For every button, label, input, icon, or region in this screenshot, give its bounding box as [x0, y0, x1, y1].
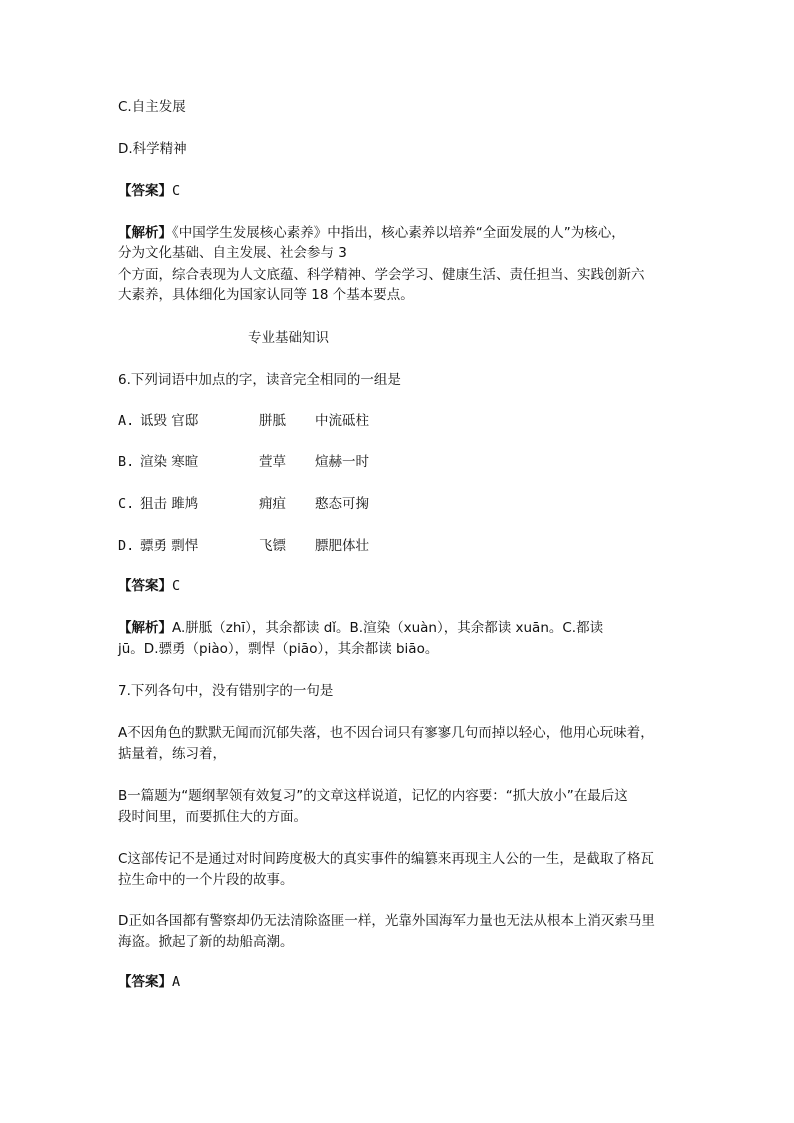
option-d: D.科学精神	[118, 141, 187, 157]
q7-stem: 7.下列各句中，没有错别字的一句是	[118, 683, 334, 699]
analysis-tag: 【解析】	[118, 225, 172, 241]
q7-option-a-line2: 掂量着，练习着，	[118, 746, 226, 762]
answer-q5	[118, 181, 180, 201]
q6-stem: 6.下列词语中加点的字，读音完全相同的一组是	[118, 372, 401, 388]
analysis-text: 《中国学生发展核心素养》中指出，核心素养以培养“全面发展的人”为核心，	[172, 225, 625, 241]
option-word-1: 骠勇 剽悍	[140, 538, 199, 554]
q7-option-b-line2: 段时间里，而要抓住大的方面。	[118, 809, 307, 825]
q7-option-d-line1: D正如各国都有警察却仍无法清除盗匪一样，光靠外国海军力量也无法从根本上消灭索马里	[118, 913, 655, 929]
answer-tag: 【答案】	[118, 578, 172, 594]
answer-q6	[118, 576, 180, 596]
option-word-2: 飞镖	[259, 538, 286, 554]
option-word-3: 憨态可掬	[315, 496, 369, 512]
analysis-q6-line1	[118, 618, 603, 638]
option-word-2: 萱草	[259, 454, 286, 470]
answer-q7	[118, 972, 180, 992]
answer-value: C	[172, 183, 181, 199]
analysis-q5-line1	[118, 223, 625, 243]
answer-tag: 【答案】	[118, 183, 172, 199]
analysis-tag: 【解析】	[118, 620, 172, 636]
q7-option-b-line1: B一篇题为“题纲挈领有效复习”的文章这样说道，记忆的内容要：“抓大放小”在最后这	[118, 788, 628, 804]
option-word-1: 诋毁 官邸	[140, 413, 199, 429]
option-word-3: 煊赫一时	[315, 454, 369, 470]
q7-option-c-line1: C这部传记不是通过对时间跨度极大的真实事件的编篡来再现主人公的一生，是截取了格瓦	[118, 851, 654, 867]
option-letter: D.	[118, 538, 135, 554]
option-word-2: 胼胝	[259, 413, 286, 429]
answer-tag: 【答案】	[118, 974, 172, 990]
option-letter: A.	[118, 413, 135, 429]
analysis-q5-line2: 分为文化基础、自主发展、社会参与 3	[118, 245, 347, 261]
option-letter: B.	[118, 454, 135, 470]
option-word-3: 膘肥体壮	[315, 538, 369, 554]
option-word-2: 痈疽	[259, 496, 286, 512]
answer-value: C	[172, 578, 181, 594]
option-word-1: 渲染 寒暄	[140, 454, 199, 470]
q7-option-d-line2: 海盗。掀起了新的劫船高潮。	[118, 934, 294, 950]
section-title: 专业基础知识	[248, 330, 329, 346]
option-word-1: 狙击 雎鸠	[140, 496, 199, 512]
option-letter: C.	[118, 496, 135, 512]
analysis-q6-line2: jū。D.骠勇（piào），剽悍（piāo），其余都读 biāo。	[118, 641, 439, 657]
option-c: C.自主发展	[118, 99, 186, 115]
q7-option-c-line2: 拉生命中的一个片段的故事。	[118, 872, 294, 888]
analysis-q5-line3: 个方面，综合表现为人文底蕴、科学精神、学会学习、健康生活、责任担当、实践创新六	[118, 267, 645, 283]
q7-option-a-line1: A不因角色的默默无闻而沉郁失落，也不因台词只有寥寥几句而掉以轻心，他用心玩味着，	[118, 725, 654, 741]
analysis-q5-line4: 大素养，具体细化为国家认同等 18 个基本要点。	[118, 287, 414, 303]
analysis-text: A.胼胝（zhī），其余都读 dǐ。B.渲染（xuàn），其余都读 xuān。C.都读	[172, 620, 604, 636]
option-word-3: 中流砥柱	[315, 413, 369, 429]
answer-value: A	[172, 974, 181, 990]
